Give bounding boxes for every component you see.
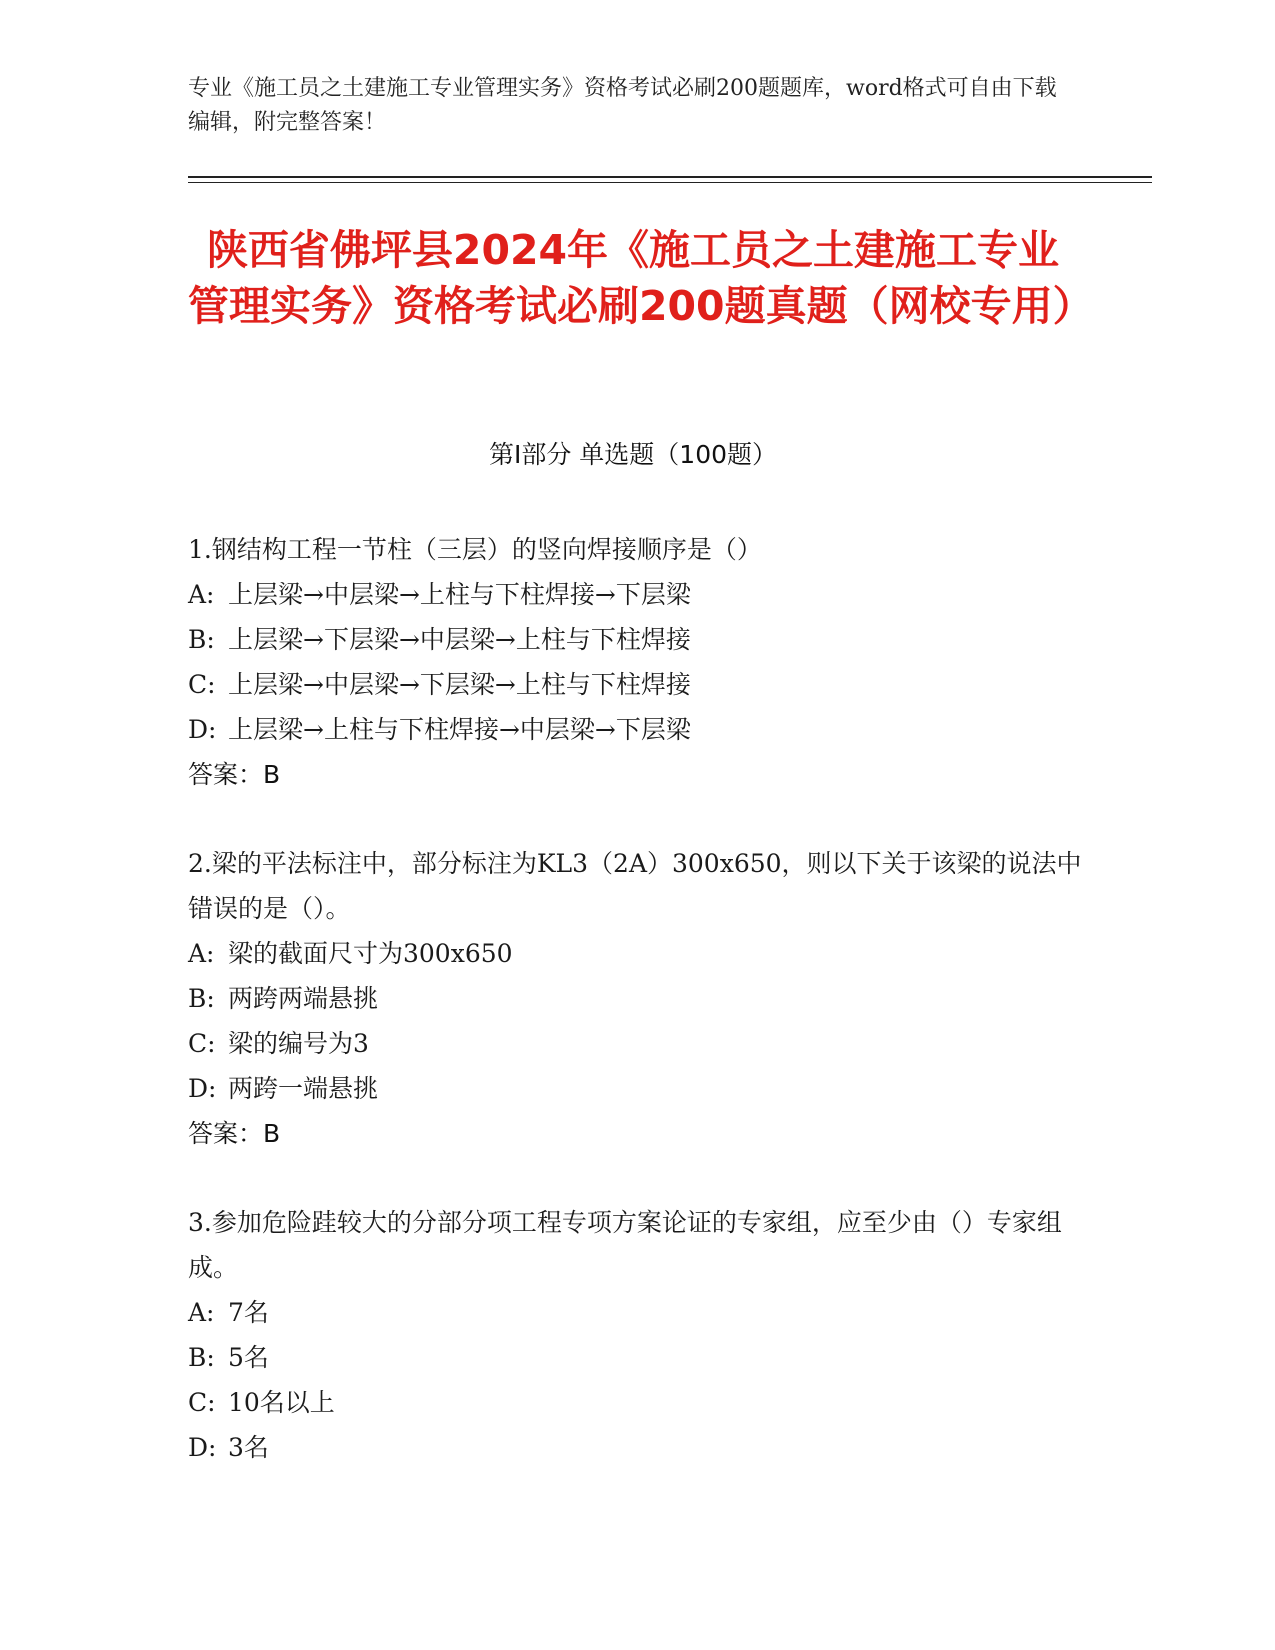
document-title: 陕西省佛坪县2024年《施工员之土建施工专业管理实务》资格考试必刷200题真题（网校专用） — [188, 226, 1094, 330]
answer-line: 答案：B — [188, 1119, 281, 1148]
question-1 — [188, 527, 1088, 797]
option-a — [188, 931, 1088, 976]
header-divider-thin — [188, 182, 1152, 183]
option-letter: B: — [188, 984, 215, 1013]
question-2 — [188, 841, 1088, 1156]
option-text: 5名 — [228, 1343, 269, 1372]
question-list — [188, 527, 1088, 1514]
question-stem: 3.参加危险跬较大的分部分项工程专项方案论证的专家组，应至少由（）专家组成。 — [188, 1208, 1062, 1282]
option-letter: C: — [188, 1388, 216, 1417]
option-a — [188, 572, 1088, 617]
option-text: 3名 — [228, 1433, 269, 1462]
option-letter: A: — [188, 580, 215, 609]
option-d — [188, 1425, 1088, 1470]
section-title: 第I部分 单选题（100题） — [488, 440, 778, 469]
option-text: 上层梁→中层梁→上柱与下柱焊接→下层梁 — [228, 580, 691, 609]
option-letter: B: — [188, 625, 215, 654]
option-c — [188, 1021, 1088, 1066]
option-text: 上层梁→上柱与下柱焊接→中层梁→下层梁 — [228, 715, 691, 744]
option-text: 两跨一端悬挑 — [228, 1074, 379, 1103]
option-d — [188, 707, 1088, 752]
header-divider-thick — [188, 176, 1152, 178]
question-3 — [188, 1200, 1088, 1470]
option-letter: A: — [188, 1298, 215, 1327]
option-text: 上层梁→下层梁→中层梁→上柱与下柱焊接 — [228, 625, 691, 654]
option-text: 梁的编号为3 — [228, 1029, 369, 1058]
option-b — [188, 976, 1088, 1021]
option-text: 上层梁→中层梁→下层梁→上柱与下柱焊接 — [228, 670, 691, 699]
option-c — [188, 1380, 1088, 1425]
option-text: 7名 — [228, 1298, 269, 1327]
option-d — [188, 1066, 1088, 1111]
option-letter: D: — [188, 1433, 217, 1462]
option-letter: B: — [188, 1343, 215, 1372]
question-stem: 1.钢结构工程一节柱（三层）的竖向焊接顺序是（） — [188, 535, 762, 564]
option-letter: A: — [188, 939, 215, 968]
option-b — [188, 617, 1088, 662]
header-note: 专业《施工员之土建施工专业管理实务》资格考试必刷200题题库，word格式可自由下载编辑，附完整答案！ — [188, 76, 1057, 135]
option-letter: C: — [188, 1029, 216, 1058]
option-b — [188, 1335, 1088, 1380]
option-letter: D: — [188, 715, 217, 744]
option-letter: D: — [188, 1074, 217, 1103]
option-text: 两跨两端悬挑 — [228, 984, 379, 1013]
question-stem: 2.梁的平法标注中，部分标注为KL3（2A）300x650，则以下关于该梁的说法中错误的是（）。 — [188, 849, 1082, 923]
answer-line: 答案：B — [188, 760, 281, 789]
option-text: 梁的截面尺寸为300x650 — [228, 939, 513, 968]
option-text: 10名以上 — [228, 1388, 335, 1417]
option-a — [188, 1290, 1088, 1335]
option-letter: C: — [188, 670, 216, 699]
option-c — [188, 662, 1088, 707]
